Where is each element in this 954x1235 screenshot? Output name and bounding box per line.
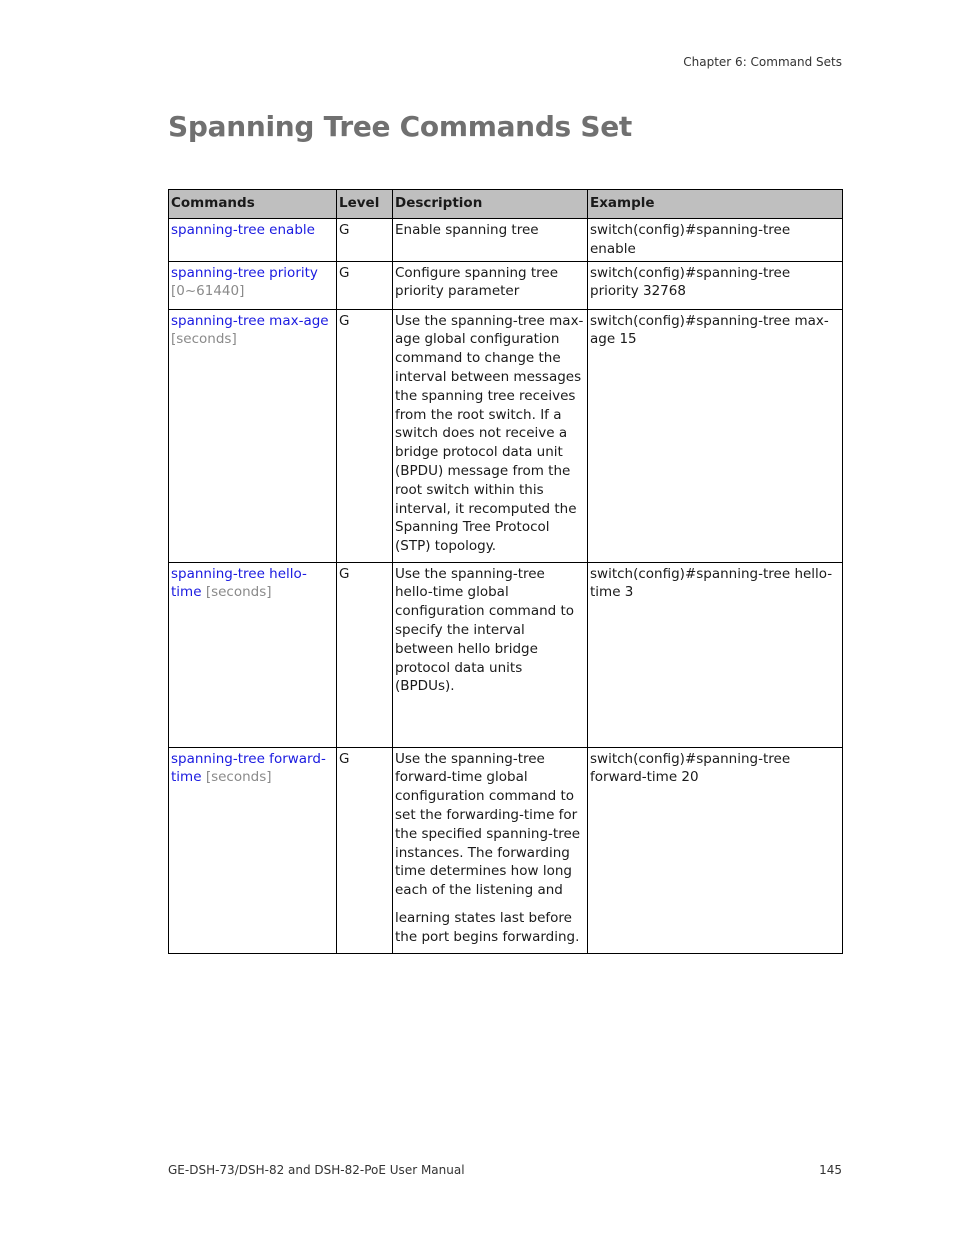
description-cell: Configure spanning tree priority parameter [393, 261, 588, 309]
table-row [169, 219, 843, 262]
description-cell: Use the spanning-tree hello-time global configuration command to specify the interval between hello bridge protocol data units (BPDUs). [393, 562, 588, 747]
footer-page-number: 145 [819, 1163, 842, 1177]
example-cell: switch(config)#spanning-tree hello-time 3 [588, 562, 843, 747]
level-cell: G [337, 562, 393, 747]
column-header-commands: Commands [169, 190, 337, 219]
description-cell [393, 747, 588, 953]
command-param: [0~61440] [171, 283, 245, 300]
table-row [169, 261, 843, 309]
level-cell: G [337, 309, 393, 562]
command-param: [seconds] [171, 331, 237, 348]
table-row [169, 309, 843, 562]
table-row [169, 562, 843, 747]
chapter-header: Chapter 6: Command Sets [683, 55, 842, 69]
command-link[interactable]: spanning-tree enable [171, 222, 315, 238]
example-cell: switch(config)#spanning-tree priority 32768 [588, 261, 843, 309]
example-cell: switch(config)#spanning-tree forward-time 20 [588, 747, 843, 953]
command-link[interactable]: spanning-tree hello-time [171, 565, 307, 601]
table-row [169, 747, 843, 953]
description-cell: Enable spanning tree [393, 219, 588, 262]
example-cell: switch(config)#spanning-tree max-age 15 [588, 309, 843, 562]
command-param: [seconds] [205, 769, 272, 786]
page-title: Spanning Tree Commands Set [168, 110, 633, 143]
commands-table [168, 189, 843, 954]
table-header-row [169, 190, 843, 219]
command-cell [169, 562, 337, 747]
command-cell [169, 747, 337, 953]
description-text: Use the spanning-tree forward-time global configuration command to set the forwarding-time for the specified spanning-tree instances. The forwarding time determines how long each of the listening and [395, 750, 581, 899]
level-cell: G [337, 261, 393, 309]
column-header-level: Level [337, 190, 393, 219]
description-cell: Use the spanning-tree max-age global configuration command to change the interval between messages the spanning tree receives from the root switch. If a switch does not receive a bridge protocol data unit (BPDU) message from the root switch within this interval, it recomputed the Spanning Tree Protocol (STP) topology. [393, 309, 588, 562]
level-cell: G [337, 747, 393, 953]
column-header-description: Description [393, 190, 588, 219]
command-param: [seconds] [205, 584, 272, 601]
column-header-example: Example [588, 190, 843, 219]
footer-manual-title: GE-DSH-73/DSH-82 and DSH-82-PoE User Manual [168, 1163, 465, 1177]
command-cell [169, 261, 337, 309]
description-continued: learning states last before the port begins forwarding. [395, 909, 580, 945]
command-cell [169, 219, 337, 262]
example-cell: switch(config)#spanning-tree enable [588, 219, 843, 262]
command-link[interactable]: spanning-tree forward-time [171, 750, 326, 786]
command-link[interactable]: spanning-tree max-age [171, 312, 329, 329]
level-cell: G [337, 219, 393, 262]
command-cell [169, 309, 337, 562]
command-link[interactable]: spanning-tree priority [171, 264, 318, 281]
